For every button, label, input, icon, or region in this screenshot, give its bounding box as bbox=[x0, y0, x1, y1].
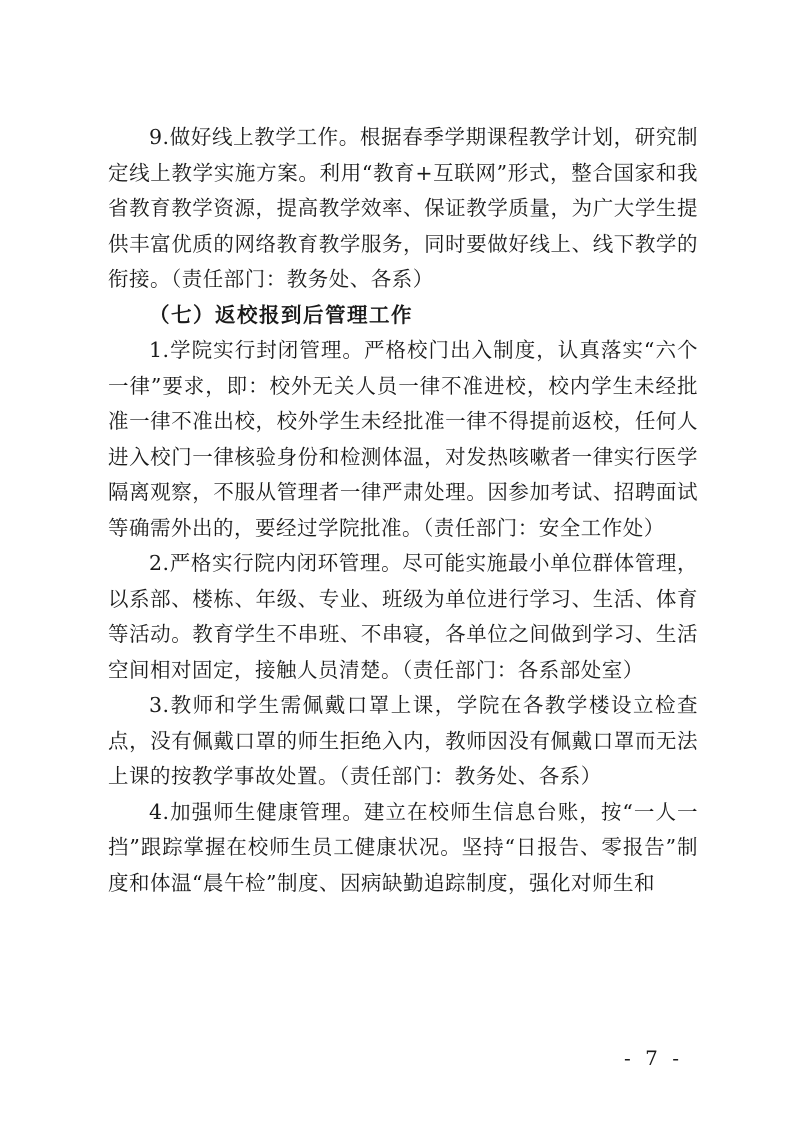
paragraph-item-1: 1.学院实行封闭管理。严格校门出入制度，认真落实“六个一律”要求，即：校外无关人员一律不准进校，校内学生未经批准一律不准出校，校外学生未经批准一律不得提前返校，任何人进入校门一律核验身份和检测体温，对发热咳嗽者一律实行医学隔离观察，不服从管理者一律严肃处理。因参加考试、招聘面试等确需外出的，要经过学院批准。（责任部门：安全工作处） bbox=[108, 338, 698, 540]
document-body bbox=[108, 120, 698, 901]
paragraph-item-9: 9.做好线上教学工作。根据春季学期课程教学计划，研究制定线上教学实施方案。利用“教育+互联网”形式，整合国家和我省教育教学资源，提高教学效率、保证教学质量，为广大学生提供丰富优质的网络教育教学服务，同时要做好线上、线下教学的衔接。（责任部门：教务处、各系） bbox=[108, 125, 698, 291]
page-number: - 7 - bbox=[624, 1046, 683, 1070]
paragraph-item-3: 3.教师和学生需佩戴口罩上课，学院在各教学楼设立检查点，没有佩戴口罩的师生拒绝入内，教师因没有佩戴口罩而无法上课的按教学事故处置。（责任部门：教务处、各系） bbox=[108, 693, 698, 788]
paragraph-item-2: 2.严格实行院内闭环管理。尽可能实施最小单位群体管理，以系部、楼栋、年级、专业、班级为单位进行学习、生活、体育等活动。教育学生不串班、不串寝，各单位之间做到学习、生活空间相对固定，接触人员清楚。（责任部门：各系部处室） bbox=[108, 551, 698, 682]
paragraph-item-4: 4.加强师生健康管理。建立在校师生信息台账，按“一人一挡”跟踪掌握在校师生员工健康状况。坚持“日报告、零报告”制度和体温“晨午检”制度、因病缺勤追踪制度，强化对师生和 bbox=[108, 799, 698, 895]
section-heading-7: （七）返校报到后管理工作 bbox=[149, 302, 413, 327]
